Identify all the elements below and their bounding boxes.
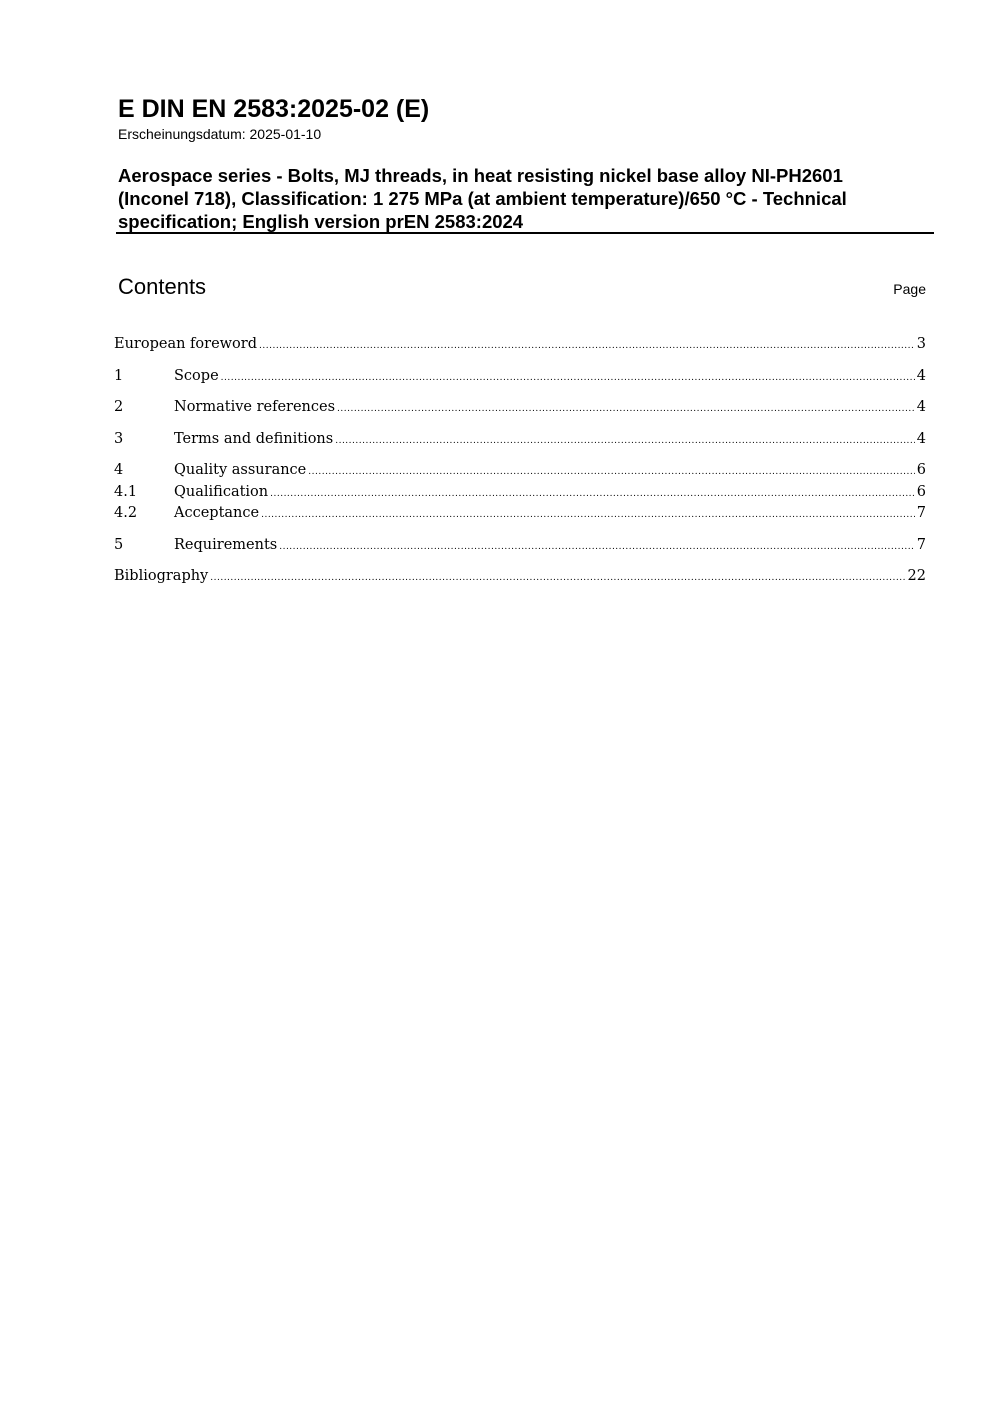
toc-entry-terms-and-definitions[interactable]	[114, 429, 926, 449]
toc-entry-number: 1	[114, 368, 124, 384]
toc-entry-number: 4	[114, 462, 124, 478]
title-divider	[116, 232, 934, 234]
toc-dot-leader	[270, 484, 915, 504]
toc-entry-label: Terms and definitions	[174, 431, 334, 447]
toc-entry-page: 6	[916, 484, 926, 500]
toc-dot-leader	[337, 399, 915, 419]
toc-entry-page: 4	[916, 399, 926, 415]
toc-entry-label: Qualification	[174, 484, 269, 500]
document-title: Aerospace series - Bolts, MJ threads, in heat resisting nickel base alloy NI-PH2601 (Inconel 718), Classification: 1 275 MPa (at ambient temperature)/650 °C - Technical specification; English version prEN 2583:2024	[118, 165, 847, 232]
toc-entry-label: Normative references	[174, 399, 336, 415]
toc-entry-page: 7	[916, 537, 926, 553]
toc-entry-qualification[interactable]	[114, 482, 926, 502]
toc-entry-number: 4.2	[114, 505, 138, 521]
toc-entry-page: 22	[907, 568, 926, 584]
contents-heading: Contents	[118, 274, 207, 299]
toc-dot-leader	[221, 368, 915, 388]
toc-entry-scope[interactable]	[114, 366, 926, 386]
toc-entry-page: 7	[916, 505, 926, 521]
toc-entry-number: 5	[114, 537, 124, 553]
toc-entry-label: Bibliography	[114, 568, 209, 584]
toc-dot-leader	[261, 505, 915, 525]
document-id: E DIN EN 2583:2025-02 (E)	[118, 95, 430, 123]
toc-dot-leader	[335, 431, 915, 451]
toc-entry-number: 3	[114, 431, 124, 447]
toc-dot-leader	[279, 537, 915, 557]
toc-entry-normative-references[interactable]	[114, 397, 926, 417]
toc-dot-leader	[259, 336, 915, 356]
toc-entry-number: 2	[114, 399, 124, 415]
toc-entry-page: 6	[916, 462, 926, 478]
toc-entry-page: 4	[916, 368, 926, 384]
toc-entry-european-foreword[interactable]	[114, 334, 926, 354]
toc-entry-requirements[interactable]	[114, 535, 926, 555]
toc-entry-label: Quality assurance	[174, 462, 307, 478]
toc-dot-leader	[210, 568, 905, 588]
publication-date: Erscheinungsdatum: 2025-01-10	[118, 126, 322, 142]
toc-entry-quality-assurance[interactable]	[114, 460, 926, 480]
toc-entry-bibliography[interactable]	[114, 566, 926, 586]
toc-entry-acceptance[interactable]	[114, 503, 926, 523]
toc-entry-page: 3	[916, 336, 926, 352]
toc-entry-label: Acceptance	[174, 505, 260, 521]
toc-dot-leader	[308, 462, 915, 482]
toc-entry-page: 4	[916, 431, 926, 447]
toc-entry-label: European foreword	[114, 336, 258, 352]
toc-entry-label: Requirements	[174, 537, 278, 553]
toc-entry-number: 4.1	[114, 484, 138, 500]
toc-entry-label: Scope	[174, 368, 219, 384]
page-column-heading: Page	[893, 281, 926, 297]
